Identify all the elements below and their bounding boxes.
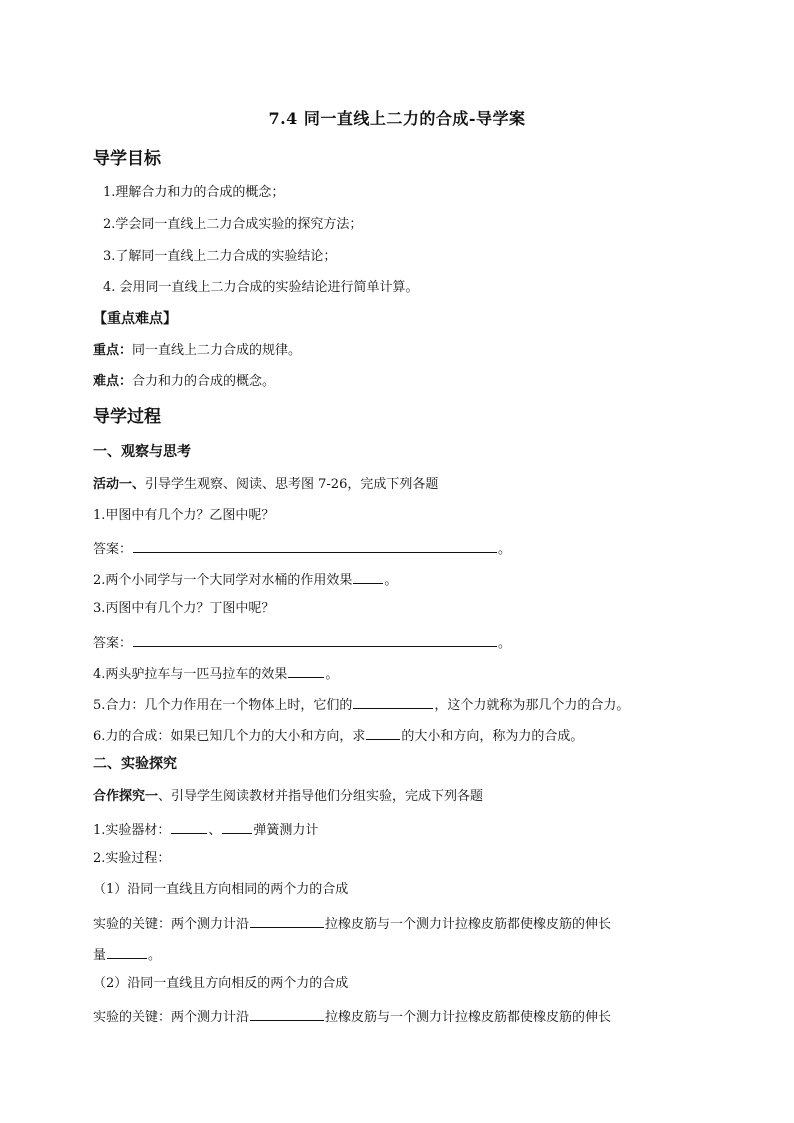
case-1-amount bbox=[93, 944, 161, 965]
case-2-direction-blank[interactable] bbox=[250, 1006, 324, 1021]
question-5 bbox=[93, 694, 629, 715]
equipment-label: 1.实验器材： bbox=[93, 823, 171, 838]
coop-text: 、引导学生阅读教材并指导他们分组实验，完成下列各题 bbox=[158, 789, 484, 804]
question-5-pre: 5.合力：几个力作用在一个物体上时，它们的 bbox=[93, 698, 353, 713]
amount-label: 量 bbox=[93, 948, 107, 963]
answer-label: 答案： bbox=[93, 636, 133, 651]
question-1: 1.甲图中有几个力？乙图中呢？ bbox=[93, 508, 275, 523]
key-point-line bbox=[93, 342, 301, 360]
key-point-label: 重点： bbox=[93, 343, 133, 358]
answer-1-blank[interactable] bbox=[133, 538, 497, 553]
question-2 bbox=[93, 569, 397, 590]
answer-1-line bbox=[93, 538, 511, 559]
answer-1-period: 。 bbox=[498, 542, 512, 557]
activity1-line bbox=[93, 476, 438, 494]
question-6 bbox=[93, 725, 583, 746]
experiment-process: 2.实验过程： bbox=[93, 851, 171, 866]
coop-line bbox=[93, 788, 483, 806]
case-2-key-pre: 实验的关键：两个测力计沿 bbox=[93, 1010, 250, 1025]
part2-heading: 二、实验探究 bbox=[93, 756, 177, 772]
difficult-point-label: 难点： bbox=[93, 374, 133, 389]
document-title: 7.4 同一直线上二力的合成-导学案 bbox=[268, 109, 526, 128]
key-points-heading: 【重点难点】 bbox=[93, 311, 177, 327]
case-2-key bbox=[93, 1006, 611, 1027]
question-4-period: 。 bbox=[325, 667, 339, 682]
case-1-key-pre: 实验的关键：两个测力计沿 bbox=[93, 917, 250, 932]
case-1-key-post: 拉橡皮筋与一个测力计拉橡皮筋都使橡皮筋的伸长 bbox=[325, 917, 612, 932]
question-2-text: 2.两个小同学与一个大同学对水桶的作用效果 bbox=[93, 573, 353, 588]
answer-3-blank[interactable] bbox=[133, 632, 497, 647]
objective-4: 4. 会用同一直线上二力合成的实验结论进行简单计算。 bbox=[103, 280, 419, 295]
question-6-pre: 6.力的合成：如果已知几个力的大小和方向，求 bbox=[93, 729, 366, 744]
question-3: 3.丙图中有几个力？丁图中呢？ bbox=[93, 601, 275, 616]
case-2-key-post: 拉橡皮筋与一个测力计拉橡皮筋都使橡皮筋的伸长 bbox=[325, 1010, 612, 1025]
question-2-blank[interactable] bbox=[353, 569, 383, 584]
activity1-text: 引导学生观察、阅读、思考图 7-26，完成下列各题 bbox=[145, 477, 439, 492]
part1-heading: 一、观察与思考 bbox=[93, 444, 191, 460]
objective-3: 3.了解同一直线上二力合成的实验结论； bbox=[103, 249, 337, 264]
question-5-post: ，这个力就称为那几个力的合力。 bbox=[434, 698, 630, 713]
question-4-text: 4.两头驴拉车与一匹马拉车的效果 bbox=[93, 667, 288, 682]
process-heading: 导学过程 bbox=[93, 407, 161, 427]
coop-label: 合作探究一 bbox=[93, 789, 159, 804]
answer-label: 答案： bbox=[93, 542, 133, 557]
question-5-blank[interactable] bbox=[353, 694, 433, 709]
key-point-text: 同一直线上二力合成的规律。 bbox=[132, 343, 302, 358]
case-1-amount-blank[interactable] bbox=[107, 944, 147, 959]
equipment-end: 弹簧测力计 bbox=[253, 823, 319, 838]
experiment-equipment bbox=[93, 819, 318, 840]
equipment-blank-1[interactable] bbox=[171, 819, 207, 834]
answer-3-period: 。 bbox=[498, 636, 512, 651]
case-2-heading: （2）沿同一直线且方向相反的两个力的合成 bbox=[93, 976, 349, 991]
activity1-label: 活动一、 bbox=[93, 477, 146, 492]
question-2-period: 。 bbox=[384, 573, 398, 588]
objective-2: 2.学会同一直线上二力合成实验的探究方法； bbox=[103, 217, 363, 232]
case-1-key bbox=[93, 913, 611, 934]
equipment-blank-2[interactable] bbox=[222, 819, 252, 834]
difficult-point-text: 合力和力的合成的概念。 bbox=[132, 374, 276, 389]
question-4 bbox=[93, 663, 338, 684]
difficult-point-line bbox=[93, 373, 275, 391]
case-1-period: 。 bbox=[148, 948, 162, 963]
objectives-heading: 导学目标 bbox=[93, 149, 161, 169]
question-6-blank[interactable] bbox=[366, 725, 400, 740]
question-6-post: 的大小和方向，称为力的合成。 bbox=[401, 729, 584, 744]
equipment-separator: 、 bbox=[208, 823, 222, 838]
case-1-direction-blank[interactable] bbox=[250, 913, 324, 928]
answer-3-line bbox=[93, 632, 511, 653]
objective-1: 1.理解合力和力的合成的概念； bbox=[103, 185, 285, 200]
case-1-heading: （1）沿同一直线且方向相同的两个力的合成 bbox=[93, 882, 349, 897]
question-4-blank[interactable] bbox=[288, 663, 324, 678]
